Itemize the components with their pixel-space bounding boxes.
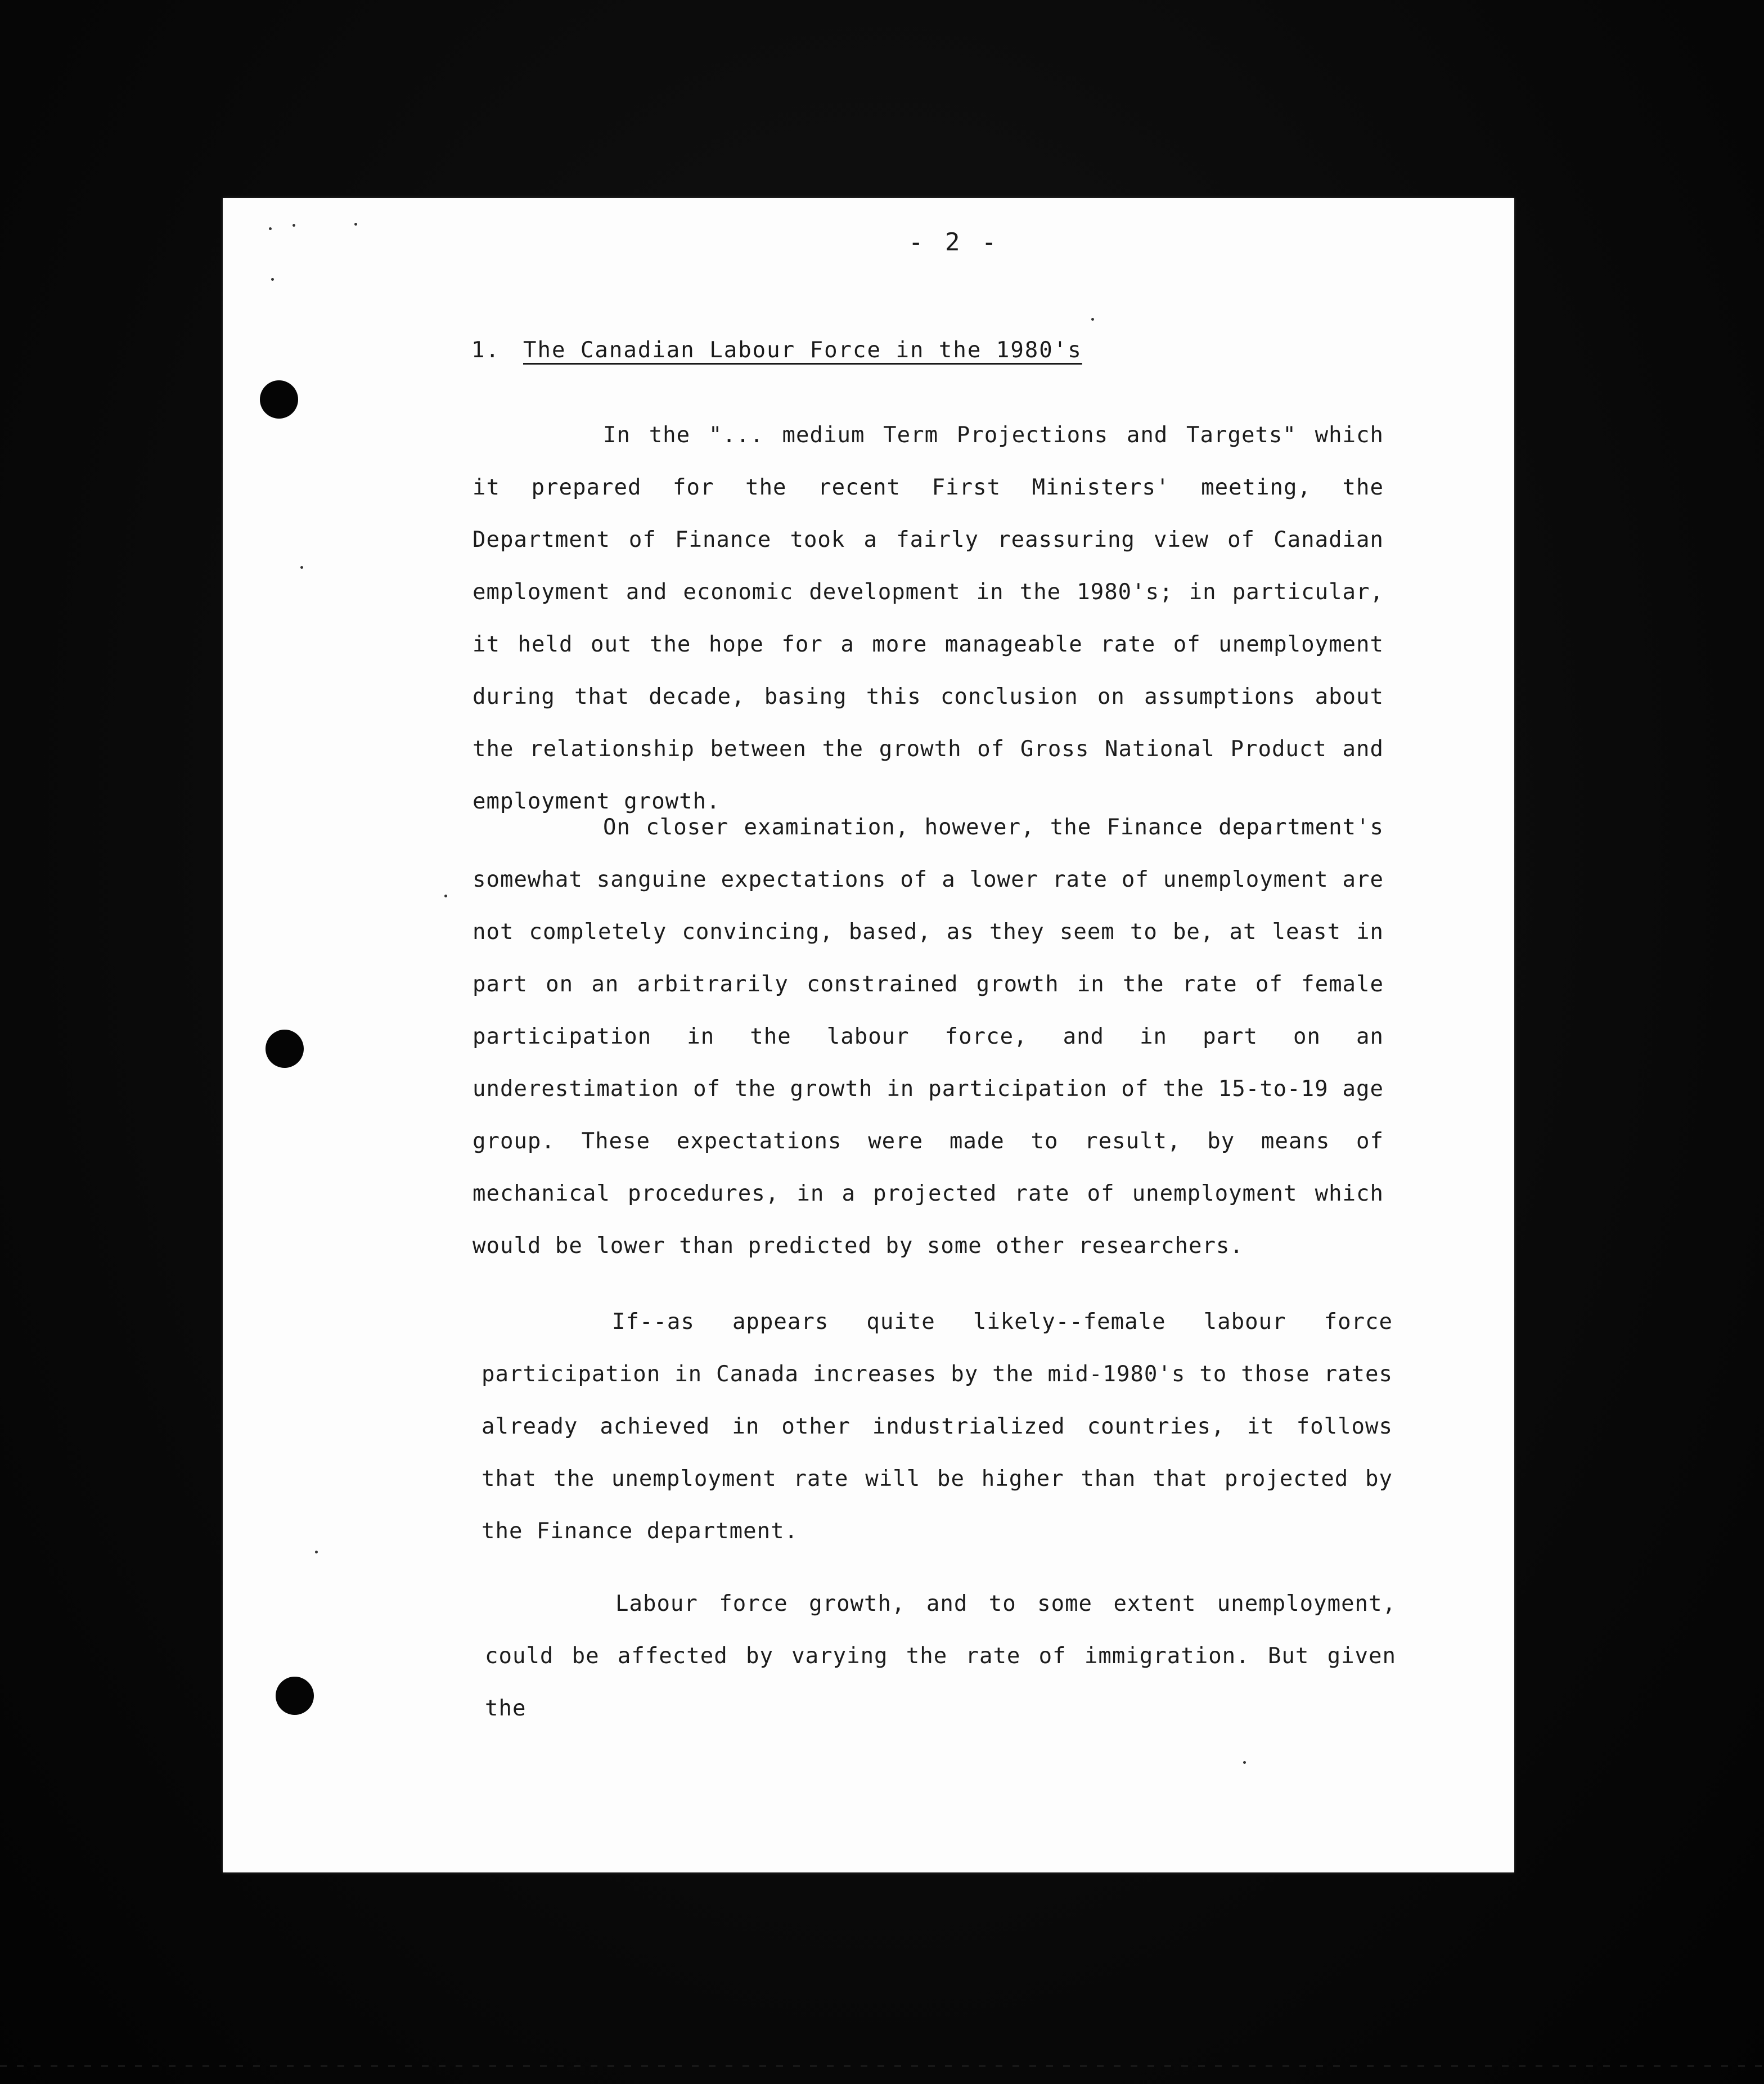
page-speck [1091, 318, 1094, 321]
paragraph-2: On closer examination, however, the Finance department's somewhat sanguine expectations of a lower rate of unemployment are not completely convincing, based, as they seem to be, at least in part on an arbitrarily constrained growth in the rate of female participation in the labour force, and in part on an underestimation of the growth in participation of the 15-to-19 age group. These expectations were made to result, by means of mechanical procedures, in a projected rate of unemployment which would be lower than predicted by some other researchers. [472, 815, 1384, 1259]
page-speck [269, 227, 272, 230]
section-heading [471, 338, 1082, 363]
section-number: 1. [471, 338, 500, 363]
punch-hole-top [260, 380, 298, 419]
paragraph-4: Labour force growth, and to some extent unemployment, could be affected by varying the rate of immigration. But given the [485, 1591, 1396, 1721]
paragraph-3: If--as appears quite likely--female labour force participation in Canada increases by the mid-1980's to those rates already achieved in other industrialized countries, it follows that the unemployment rate will be higher than that projected by the Finance department. [482, 1309, 1393, 1544]
page-speck [292, 224, 295, 227]
punch-hole-bottom [276, 1677, 314, 1715]
page-speck [271, 278, 274, 281]
page-number: - 2 - [908, 228, 1000, 257]
page-speck [354, 223, 357, 226]
section-title: The Canadian Labour Force in the 1980's [523, 338, 1082, 363]
page-speck [444, 895, 447, 897]
page-speck [1243, 1761, 1246, 1764]
page-speck [315, 1551, 318, 1553]
punch-hole-middle [266, 1030, 304, 1068]
paragraph-1: In the "... medium Term Projections and Targets" which it prepared for the recent First Ministers' meeting, the Department of Finance took a fairly reassuring view of Canadian employment and economic development in the 1980's; in particular, it held out the hope for a more manageable rate of unemployment during that decade, basing this conclusion on assumptions about the relationship between the growth of Gross National Product and employment growth. [472, 423, 1384, 814]
page-speck [300, 566, 303, 569]
scan-edge-noise [0, 2065, 1764, 2067]
